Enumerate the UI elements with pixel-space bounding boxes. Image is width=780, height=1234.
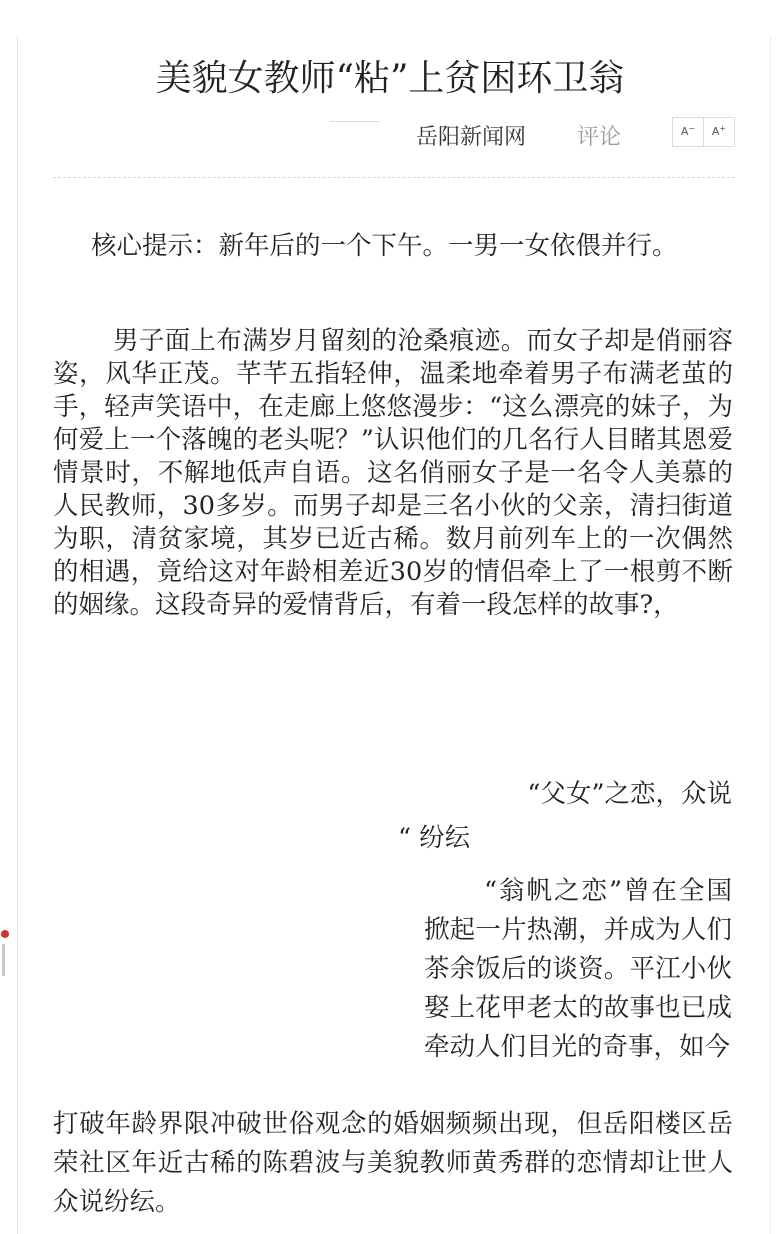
comment-link[interactable]: 评论 <box>577 125 622 150</box>
section-subhead <box>398 772 732 860</box>
font-decrease-letter: A <box>680 125 689 138</box>
font-decrease-sign: − <box>688 124 696 133</box>
article-title: 美貌女教师“粘”上贫困环卫翁 <box>155 58 625 99</box>
share-bar <box>2 944 5 976</box>
header-divider <box>53 177 735 178</box>
page-frame-right <box>770 36 771 1234</box>
subhead-line-1: “父女”之恋，众说 <box>527 779 732 809</box>
font-increase-letter: A <box>711 125 720 138</box>
article-source: 岳阳新闻网 <box>416 125 527 150</box>
main-paragraph: 男子面上布满岁月留刻的沧桑痕迹。而女子却是俏丽容姿，风华正茂。芊芊五指轻伸，温柔地牵着男子布满老茧的手，轻声笑语中，在走廊上悠悠漫步：“这么漂亮的妹子，为何爱上一个落魄的老头呢？”认识他们的几名行人目睹其恩爱情景时，不解地低声自语。这名俏丽女子是一名令人美慕的人民教师，30多岁。而男子却是三名小伙的父亲，清扫街道为职，清贫家境，其岁已近古稀。数月前列车上的一次偶然的相遇，竟给这对年龄相差近30岁的情侣牵上了一根剪不断的姻缘。这段奇异的爱情背后，有着一段怎样的故事?， <box>53 326 733 620</box>
title-underline <box>330 121 380 122</box>
font-size-controls <box>672 117 735 147</box>
font-increase-button[interactable] <box>703 118 734 146</box>
font-increase-sign: + <box>719 124 727 133</box>
subhead-line-2: “ 纷纭 <box>398 823 471 853</box>
page-frame-left <box>17 36 18 1234</box>
share-dot <box>1 930 9 938</box>
core-tip-paragraph: 核心提示：新年后的一个下午。一男一女依偎并行。 <box>91 231 678 261</box>
article-image <box>80 870 400 1060</box>
share-side-icon[interactable] <box>0 922 12 982</box>
side-paragraph: “翁帆之恋”曾在全国掀起一片热潮，并成为人们茶余饭后的谈资。平江小伙娶上花甲老太的故事也已成牵动人们目光的奇事，如今 <box>424 876 732 1062</box>
font-decrease-button[interactable] <box>673 118 703 146</box>
tail-paragraph: 打破年龄界限冲破世俗观念的婚姻频频出现，但岳阳楼区岳荣社区年近古稀的陈碧波与美貌教师黄秀群的恋情却让世人众说纷纭。 <box>53 1109 733 1217</box>
